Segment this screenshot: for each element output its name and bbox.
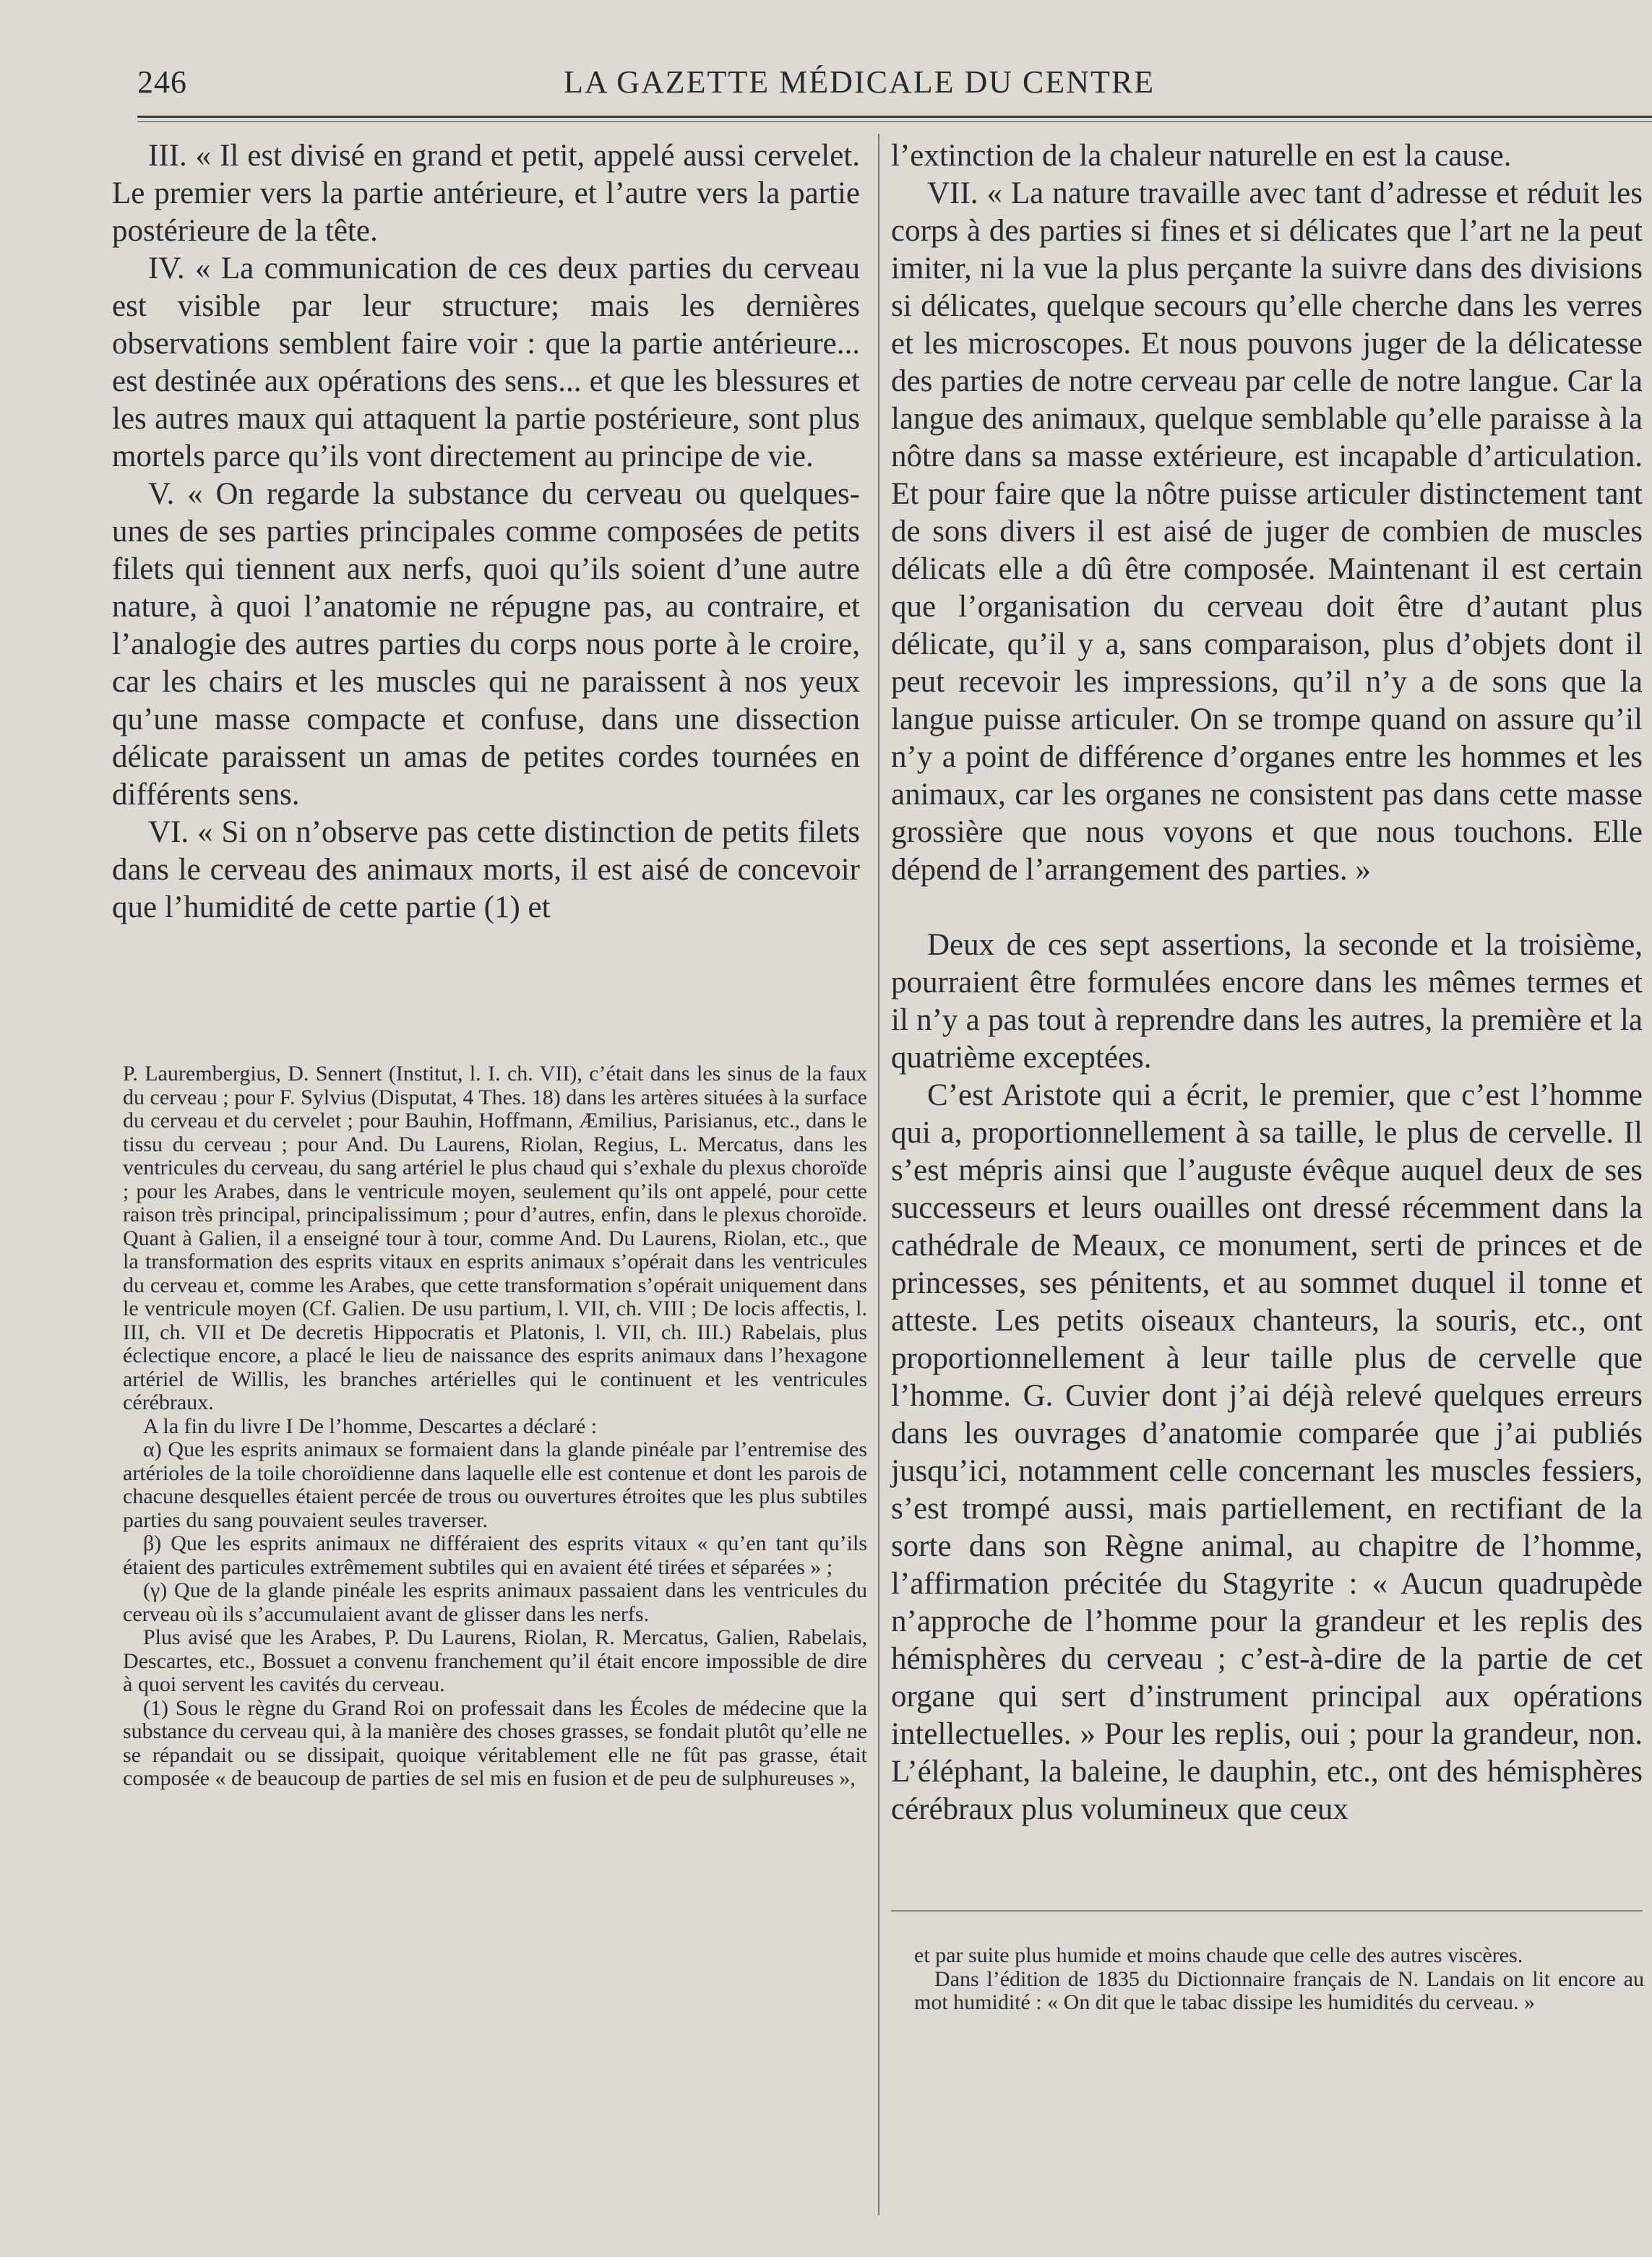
footnote-continuation: P. Laurembergius, D. Sennert (Institut, l. I. ch. VII), c’était dans les sinus de la faux du cerveau ; pour F. Sylvius (Disputat, 4 Thes. 18) dans les artères situées à la surface du cerveau et du cervelet ; pour Bauhin, Hoffmann, Æmilius, Parisianus, etc., dans le tissu du cerveau ; pour And. Du Laurens, Riolan, Regius, L. Mercatus, dans les ventricules du cerveau, du sang artériel le plus chaud qui s’exhale du plexus choroïde ; pour les Arabes, dans le ventricule moyen, seulement qu’ils ont appelé, pour cette raison très principal, principalissimum ; pour d’autres, enfin, dans le plexus choroïde. Quant à Galien, il a enseigné tour à tour, comme And. Du Laurens, Riolan, etc., que la transformation des esprits vitaux en esprits animaux s’opérait dans les ventricules du cerveau et, comme les Arabes, que cette transformation s’opérait uniquement dans le ventricule moyen (Cf. Galien. De usu partium, l. VII, ch. VIII ; De locis affectis, l. III, ch. VII et De decretis Hippocratis et Platonis, l. VII, ch. III.) Rabelais, plus éclectique encore, a placé le lieu de naissance des esprits animaux dans l’hexagone artériel de Willis, les branches artérielles qui le continuent et les ventricules cérébraux. — [123, 1062, 867, 1414]
paragraph-aristote: C’est Aristote qui a écrit, le premier, que c’est l’homme qui a, proportionnellement à sa taille, le plus de cervelle. Il s’est mépris ainsi que l’auguste évêque auquel deux de ses successeurs et leurs ouailles ont dressé récemment dans la cathédrale de Meaux, ce monument, serti de princes et de princesses, ses pénitents, et au sommet duquel il tonne et atteste. Les petits oiseaux chanteurs, la souris, etc., ont proportionnellement à leur taille plus de cervelle que l’homme. G. Cuvier dont j’ai déjà relevé quelques erreurs dans les ouvrages d’anatomie comparée que j’ai publiés jusqu’ici, notamment celle concernant les muscles fessiers, s’est trompé aussi, mais partiellement, en rectifiant de la sorte dans son Règne animal, au chapitre de l’homme, l’affirmation précitée du Stagyrite : « Aucun quadrupède n’approche de l’homme pour la grandeur et les replis des hémisphères du cerveau ; c’est-à-dire de la partie de cet organe qui sert d’instrument principal aux opérations intellectuelles. » Pour les replis, oui ; pour la grandeur, non. L’éléphant, la baleine, le dauphin, etc., ont des hémisphères cérébraux plus volumineux que ceux — [891, 1078, 1643, 1826]
footnote-landais: Dans l’édition de 1835 du Dictionnaire français de N. Landais on lit encore au mot humidité : « On dit que le tabac dissipe les humidités du cerveau. » — [914, 1966, 1644, 2014]
left-column-footnotes — [123, 1062, 867, 1791]
right-column-body — [891, 137, 1643, 1828]
page-header — [0, 64, 1652, 107]
footnote-descartes-intro: A la fin du livre I De l’homme, Descartes a déclaré : — [143, 1414, 598, 1438]
paragraph-continuation: l’extinction de la chaleur naturelle en est la cause. — [891, 139, 1512, 173]
footnote-alpha: α) Que les esprits animaux se formaient dans la glande pinéale par l’entremise des artérioles de la toile choroïdienne dans laquelle elle est contenue et dont les parois de chacune desquelles étaient percée de trous ou ouvertures étroites que les plus subtiles parties du sang pouvaient seules traverser. — [123, 1437, 867, 1532]
footnote-1-continuation: et par suite plus humide et moins chaude que celle des autres viscères. — [914, 1943, 1523, 1967]
footnote-gamma: (γ) Que de la glande pinéale les esprits animaux passaient dans les ventricules du cerveau où ils s’accumulaient avant de glisser dans les nerfs. — [123, 1578, 867, 1626]
paragraph-v: V. « On regarde la substance du cerveau ou quelques-unes de ses parties principales comme composées de petits filets qui tiennent aux nerfs, quoi qu’ils soient d’une autre nature, à quoi l’anatomie ne répugne pas, au contraire, et l’analogie des autres parties du corps nous porte à le croire, car les chairs et les muscles qui ne paraissent à nos yeux qu’une masse compacte et confuse, dans une dissection délicate paraissent un amas de petites cordes tournées en différents sens. — [112, 477, 860, 812]
paragraph-assertions: Deux de ces sept assertions, la seconde et la troisième, pourraient être formulées encore dans les mêmes termes et il n’y a pas tout à reprendre dans les autres, la première et la quatrième exceptées. — [891, 928, 1643, 1075]
left-column-body — [112, 137, 860, 927]
footnote-beta: β) Que les esprits animaux ne différaient des esprits vitaux « qu’en tant qu’ils étaient des particules extrêmement subtiles qui en avaient été tirées et séparées » ; — [123, 1531, 867, 1579]
page-number: 246 — [137, 64, 187, 100]
paragraph-vii: VII. « La nature travaille avec tant d’adresse et réduit les corps à des parties si fines et si délicates que l’art ne la peut imiter, ni la vue la plus perçante la suivre dans des divisions si délicates, quelque secours qu’elle cherche dans les verres et les microscopes. Et nous pouvons juger de la délicatesse des parties de notre cerveau par celle de notre langue. Car la langue des animaux, quelque semblable qu’elle paraisse à la nôtre dans sa masse extérieure, est incapable d’articulation. Et pour faire que la nôtre puisse articuler distinctement tant de sons divers il est aisé de juger de combien de muscles délicats elle a dû être composée. Maintenant il est certain que l’organisation du cerveau doit être d’autant plus délicate, qu’il y a, sans comparaison, plus d’objets dont il peut recevoir les impressions, qu’il n’y a de sons que la langue puisse articuler. On se trompe quand on assure qu’il n’y a point de différence d’organes entre les hommes et les animaux, car les organes ne consistent pas dans cette masse grossière que nous voyons et que nous touchons. Elle dépend de l’arrangement des parties. » — [891, 176, 1643, 887]
footnote-1: (1) Sous le règne du Grand Roi on professait dans les Écoles de médecine que la substance du cerveau qui, à la manière des choses grasses, se fondait plutôt qu’elle ne se répandait ou se dissipait, quoique véritablement elle ne fût pas grasse, était composée « de beaucoup de parties de sel mis en fusion et de peu de sulphureuses », — [123, 1695, 867, 1790]
footnote-bossuet: Plus avisé que les Arabes, P. Du Laurens, Riolan, R. Mercatus, Galien, Rabelais, Descartes, etc., Bossuet a convenu franchement qu’il était encore impossible de dire à quoi servent les cavités du cerveau. — [123, 1625, 867, 1696]
header-rule — [137, 116, 1652, 118]
footnote-separator — [891, 1910, 1643, 1912]
column-divider — [878, 134, 879, 2215]
paragraph-vi: VI. « Si on n’observe pas cette distinction de petits filets dans le cerveau des animaux morts, il est aisé de concevoir que l’humidité de cette partie (1) et — [112, 815, 860, 924]
header-rule-thin — [137, 121, 1652, 122]
paragraph-iv: IV. « La communication de ces deux parties du cerveau est visible par leur structure; mais les dernières observations semblent faire voir : que la partie antérieure... est destinée aux opérations des sens... et que les blessures et les autres maux qui attaquent la partie postérieure, sont plus mortels parce qu’ils vont directement au principe de vie. — [112, 252, 860, 473]
running-title: LA GAZETTE MÉDICALE DU CENTRE — [564, 64, 1156, 100]
paragraph-iii: III. « Il est divisé en grand et petit, appelé aussi cervelet. Le premier vers la partie antérieure, et l’autre vers la partie postérieure de la tête. — [112, 139, 860, 248]
right-column-footnotes — [914, 1944, 1644, 2015]
